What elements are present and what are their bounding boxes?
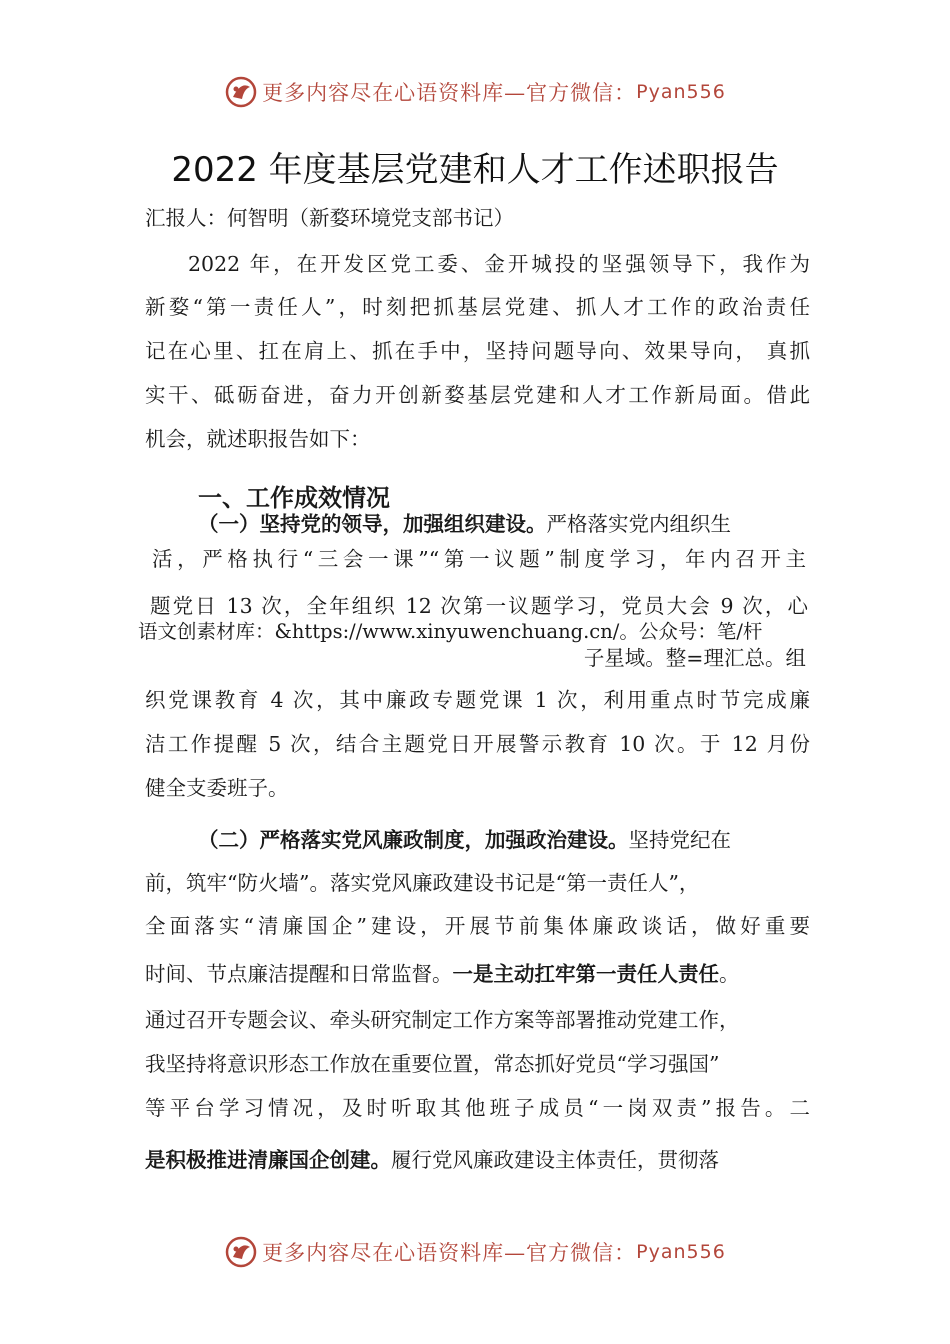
p1-line-3: 题党日 13 次，全年组织 12 次第一议题学习，党员大会 9 次，心 [150, 594, 808, 618]
p1-line-8: 健全支委班子。 [145, 776, 289, 800]
watermark-wechat-id: Pyan556 [636, 81, 726, 103]
p2-bold-heading: （二）严格落实党风廉政制度，加强政治建设。 [198, 828, 629, 852]
p2-line-4-text: 时间、节点廉洁提醒和日常监督。 [145, 962, 453, 986]
stamp-logo-icon [224, 1235, 258, 1269]
p1-line-6: 织党课教育 4 次，其中廉政专题党课 1 次，利用重点时节完成廉 [145, 688, 810, 712]
p1-line-2: 活，严格执行“三会一课”“第一议题”制度学习，年内召开主 [152, 547, 806, 571]
p2-line-4-bold: 一是主动扛牢第一责任人责任 [452, 962, 719, 986]
p2-line-1-text: 坚持党纪在 [628, 828, 731, 852]
p2-line-4-end: 。 [719, 962, 740, 986]
p1-bold-heading: （一）坚持党的领导，加强组织建设。 [198, 512, 547, 536]
stamp-logo-icon [224, 75, 258, 109]
intro-line-5: 机会，就述职报告如下： [145, 427, 371, 451]
document-title: 2022 年度基层党建和人才工作述职报告 [171, 150, 779, 190]
watermark-wechat-id: Pyan556 [636, 1241, 726, 1263]
p2-line-5: 通过召开专题会议、牵头研究制定工作方案等部署推动党建工作， [145, 1008, 740, 1032]
section-heading: 一、工作成效情况 [198, 484, 390, 512]
p2-line-4 [145, 960, 810, 988]
intro-line-2: 新婺“第一责任人”，时刻把抓基层党建、抓人才工作的政治责任 [145, 295, 810, 319]
p2-line-1 [198, 826, 810, 854]
p2-line-7: 等平台学习情况，及时听取其他班子成员“一岗双责”报告。二 [145, 1096, 810, 1120]
p2-line-3: 全面落实“清廉国企”建设，开展节前集体廉政谈话，做好重要 [145, 914, 810, 938]
reporter-line: 汇报人：何智明（新婺环境党支部书记） [145, 206, 514, 230]
intro-line-1: 2022 年，在开发区党工委、金开城投的坚强领导下，我作为 [188, 252, 810, 276]
p1-line-7: 洁工作提醒 5 次，结合主题党日开展警示教育 10 次。于 12 月份 [145, 732, 810, 756]
p2-line-6: 我坚持将意识形态工作放在重要位置，常态抓好党员“学习强国” [145, 1052, 720, 1076]
p1-line-1 [198, 510, 810, 538]
p2-line-8-text: 履行党风廉政建设主体责任，贯彻落 [391, 1148, 719, 1172]
intro-line-3: 记在心里、扛在肩上、抓在手中，坚持问题导向、效果导向， 真抓 [145, 339, 810, 363]
p2-line-2: 前，筑牢“防火墙”。落实党风廉政建设书记是“第一责任人”， [145, 871, 700, 895]
p2-line-8 [145, 1146, 810, 1174]
watermark-text: 更多内容尽在心语资料库—官方微信： [262, 81, 637, 105]
watermark-banner-top [0, 72, 950, 112]
p1-line-5: 子星域。整=理汇总。组 [583, 646, 806, 670]
watermark-text: 更多内容尽在心语资料库—官方微信： [262, 1241, 637, 1265]
intro-line-4: 实干、砥砺奋进，奋力开创新婺基层党建和人才工作新局面。借此 [145, 383, 810, 407]
p2-line-8-bold: 是积极推进清廉国企创建。 [145, 1148, 391, 1172]
p1-line-4: 语文创素材库：&https://www.xinyuwenchuang.cn/。公众号：笔/杆 [138, 620, 763, 643]
watermark-banner-bottom [0, 1232, 950, 1272]
p1-line-1-text: 严格落实党内组织生 [546, 512, 731, 536]
